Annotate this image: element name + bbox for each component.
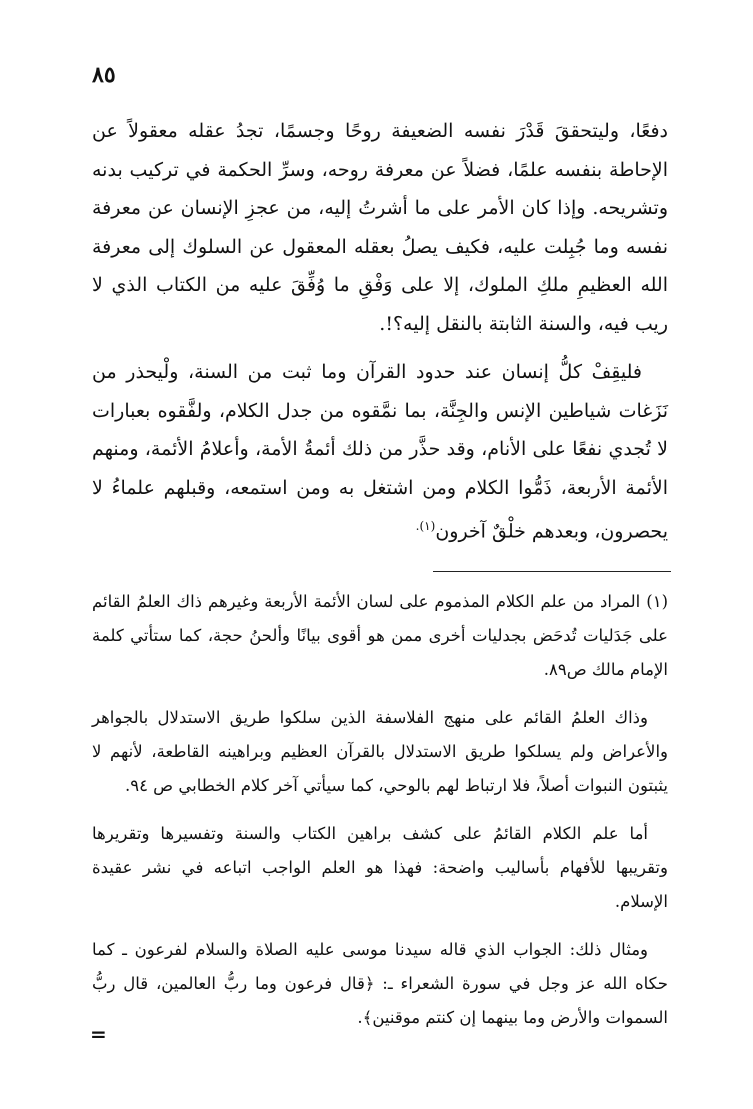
- footnotes: [92, 585, 668, 1049]
- paragraph-text: فليقِفْ كلُّ إنسان عند حدود القرآن وما ثبت من السنة، ولْيحذر من نَزَغات شياطين الإنس والجِنَّة، بما نمَّقوه من جدل الكلام، ولفَّقوه بعبارات لا تُجدي نفعًا على الأنام، وقد حذَّر من ذلك أئمةُ الأمة، وأعلامُ الأئمة، ومنهم الأئمة الأربعة، ذَمُّوا الكلام ومن اشتغل به ومن استمعه، وقبلهم علماءُ لا يحصرون، وبعدهم خلْقٌ آخرون: [92, 361, 668, 543]
- footnote: [92, 701, 668, 803]
- footnote: [92, 933, 668, 1035]
- footnote-ref: (١): [646, 592, 668, 611]
- main-text: [92, 112, 668, 561]
- footnote-text: ومثال ذلك: الجواب الذي قاله سيدنا موسى عليه الصلاة والسلام لفرعون ـ كما حكاه الله عز وجل في سورة الشعراء ـ: ﴿قال فرعون وما ربُّ العالمين، قال ربُّ السموات والأرض وما بينهما إن كنتم موقنين﴾.: [92, 940, 668, 1027]
- footnote-text: وذاك العلمُ القائم على منهج الفلاسفة الذين سلكوا طريق الاستدلال بالجواهر والأعراض ولم يسلكوا طريق الاستدلال بالقرآن العظيم وبراهينه القاطعة، لأنهم لا يثبتون النبوات أصلاً، فلا ارتباط لهم بالوحي، كما سيأتي آخر كلام الخطابي ص ٩٤.: [92, 708, 668, 795]
- body-paragraph: [92, 353, 668, 551]
- page-number: ٨٥: [92, 62, 116, 88]
- footnote: [92, 585, 668, 687]
- footnote-marker: (١).: [415, 519, 436, 533]
- paragraph-text: دفعًا، وليتحققَ قَدْرَ نفسه الضعيفة روحًا وجسمًا، تجدُ عقله معقولاً عن الإحاطة بنفسه علمًا، فضلاً عن معرفة روحه، وسرِّ الحكمة في تركيب بدنه وتشريحه. وإذا كان الأمر على ما أشرتُ إليه، من عجزِ الإنسان عن معرفة نفسه وما جُبِلت عليه، فكيف يصلُ بعقله المعقول عن السلوك إلى معرفة الله العظيمِ ملكِ الملوك، إلا على وَفْقِ ما وُفِّقَ عليه من الكتاب الذي لا ريب فيه، والسنة الثابتة بالنقل إليه؟!.: [92, 120, 668, 335]
- footnote-separator: [433, 571, 671, 572]
- footnote: [92, 817, 668, 919]
- footnote-text: أما علم الكلام القائمُ على كشف براهين الكتاب والسنة وتفسيرها وتقريرها وتقريبها للأفهام بأساليب واضحة: فهذا هو العلم الواجب اتباعه في نشر عقيدة الإسلام.: [92, 824, 668, 911]
- body-paragraph: [92, 112, 668, 343]
- continuation-mark: =: [90, 1022, 107, 1046]
- footnote-text: المراد من علم الكلام المذموم على لسان الأئمة الأربعة وغيرهم ذاك العلمُ القائم على جَدَليات تُدحَض بجدليات أخرى ممن هو أقوى بيانًا وألحنُ حجة، كما ستأتي كلمة الإمام مالك ص٨٩.: [92, 592, 668, 679]
